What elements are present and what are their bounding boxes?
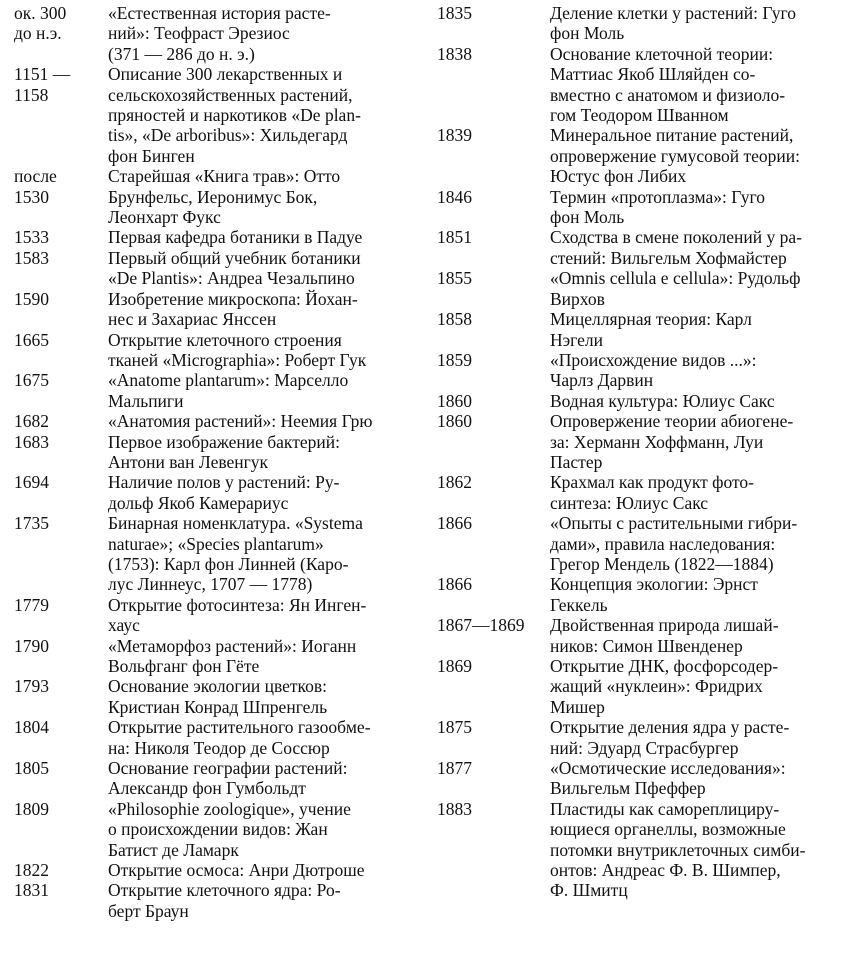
timeline-entry <box>14 513 414 595</box>
timeline-entry <box>437 717 845 758</box>
timeline-entry <box>14 595 414 636</box>
timeline-entry <box>437 656 845 717</box>
entry-description: Бинарная номенклатура. «Systema naturae»; «Species plantarum» (1753): Карл фон Линней (Каро- лус Линнеус, 1707 — 1778) <box>108 513 363 595</box>
timeline-entry <box>14 758 414 799</box>
timeline-entry <box>437 3 845 44</box>
entry-description: Минеральное питание растений, опровержение гумусовой теории: Юстус фон Либих <box>550 125 800 187</box>
entry-description: Опровержение теории абиогене- за: Херманн Хоффманн, Луи Пастер <box>550 411 794 472</box>
entry-date: 1675 <box>14 370 49 391</box>
entry-date: 1735 <box>14 513 49 534</box>
entry-date: 1805 <box>14 758 49 779</box>
timeline-entry <box>14 248 414 289</box>
timeline-entry <box>437 758 845 799</box>
entry-description: Крахмал как продукт фото- синтеза: Юлиус Сакс <box>550 472 754 513</box>
entry-date: 1590 <box>14 288 49 309</box>
entry-date: 1877 <box>437 758 472 779</box>
entry-date: 1694 <box>14 472 49 493</box>
entry-date: 1779 <box>14 594 49 615</box>
timeline-entry <box>14 370 414 411</box>
timeline-entry <box>14 227 414 247</box>
entry-date: 1860 <box>437 411 472 432</box>
timeline-entry <box>14 330 414 371</box>
entry-date: 1866 <box>437 513 472 534</box>
entry-description: «Anatome plantarum»: Марселло Мальпиги <box>108 370 349 411</box>
timeline-entry <box>14 472 414 513</box>
entry-description: Концепция экологии: Эрнст Геккель <box>550 574 758 615</box>
entry-description: Открытие деления ядра у расте- ний: Эдуард Страсбургер <box>550 717 790 758</box>
entry-description: Сходства в смене поколений у ра- стений: Вильгельм Хофмайстер <box>550 227 802 268</box>
entry-description: Деление клетки у растений: Гуго фон Моль <box>550 3 797 44</box>
entry-description: Пластиды как самореплициру- ющиеся органеллы, возможные потомки внутриклеточных симби- онтов: Андреас Ф. В. Шимпер, Ф. Шмитц <box>550 798 806 901</box>
entry-description: Наличие полов у растений: Ру- дольф Якоб Камерариус <box>108 472 340 513</box>
entry-date: после 1530 <box>14 166 57 207</box>
entry-description: Основание географии растений: Александр фон Гумбольдт <box>108 758 348 799</box>
entry-description: Открытие растительного газообме- на: Николя Теодор де Соссюр <box>108 717 371 758</box>
timeline-entry <box>437 472 845 513</box>
entry-description: Основание экологии цветков: Кристиан Конрад Шпренгель <box>108 676 328 717</box>
entry-description: Открытие ДНК, фосфорсодер- жащий «нуклеин»: Фридрих Мишер <box>550 656 779 717</box>
timeline-entry <box>14 289 414 330</box>
entry-date: 1862 <box>437 472 472 493</box>
entry-date: 1851 <box>437 227 472 248</box>
entry-description: Открытие клеточного ядра: Ро- берт Браун <box>108 880 341 921</box>
entry-description: Первое изображение бактерий: Антони ван Левенгук <box>108 431 340 472</box>
entry-date: 1859 <box>437 349 472 370</box>
entry-date: 1869 <box>437 656 472 676</box>
timeline-entry <box>14 880 414 921</box>
entry-date: 1858 <box>437 309 472 330</box>
timeline-entry <box>14 64 414 166</box>
entry-description: Основание клеточной теории: Маттиас Якоб Шляйден со- вместно с анатомом и физиоло- гом Теодором Шванном <box>550 43 786 126</box>
entry-date: 1835 <box>437 3 472 23</box>
entry-date: 1682 <box>14 411 49 432</box>
timeline-right-column <box>437 3 845 901</box>
entry-date: 1583 <box>14 247 49 268</box>
entry-description: Термин «протоплазма»: Гуго фон Моль <box>550 186 765 228</box>
timeline-entry <box>14 411 414 431</box>
entry-date: 1683 <box>14 431 49 452</box>
timeline-entry <box>14 860 414 880</box>
entry-date: 1867—1869 <box>437 615 525 636</box>
entry-description: Старейшая «Книга трав»: Отто Брунфельс, Иеронимус Бок, Леонхарт Фукс <box>108 166 341 228</box>
entry-date: 1822 <box>14 860 49 881</box>
entry-description: «Omnis cellula e cellula»: Рудольф Вирхов <box>550 268 801 309</box>
timeline-entry <box>437 574 845 615</box>
entry-description: Открытие фотосинтеза: Ян Инген- хаус <box>108 594 367 636</box>
entry-description: Двойственная природа лишай- ников: Симон Швенденер <box>550 615 779 656</box>
entry-description: Мицеллярная теория: Карл Нэгели <box>550 309 752 350</box>
entry-description: Открытие клеточного строения тканей «Micrographia»: Роберт Гук <box>108 329 367 370</box>
timeline-entry <box>14 166 414 227</box>
entry-description: Первый общий учебник ботаники «De Plantis»: Андреа Чезальпино <box>108 247 361 289</box>
timeline-entry <box>437 615 845 656</box>
entry-description: Открытие осмоса: Анри Дютроше <box>108 860 365 881</box>
timeline-entry <box>437 513 845 574</box>
entry-description: «Осмотические исследования»: Вильгельм Пфеффер <box>550 758 786 799</box>
timeline-left-column <box>14 3 414 921</box>
entry-date: 1793 <box>14 676 49 697</box>
timeline-entry <box>14 3 414 64</box>
timeline-entry <box>437 227 845 268</box>
entry-description: Описание 300 лекарственных и сельскохозяйственных растений, пряностей и наркотиков «De plan- tis», «De arboribus»: Хильдегард фон Бинген <box>108 64 361 166</box>
entry-date: 1831 <box>14 880 49 901</box>
timeline-entry <box>437 391 845 411</box>
entry-description: Водная культура: Юлиус Сакс <box>550 390 775 411</box>
entry-description: Изобретение микроскопа: Йохан- нес и Захариас Янссен <box>108 288 358 330</box>
entry-date: 1875 <box>437 717 472 738</box>
timeline-entry <box>14 676 414 717</box>
entry-date: 1665 <box>14 329 49 350</box>
timeline-entry <box>437 799 845 901</box>
entry-date: 1846 <box>437 186 472 207</box>
entry-description: «Анатомия растений»: Неемия Грю <box>108 411 373 432</box>
entry-date: ок. 300 до н.э. <box>14 3 67 44</box>
timeline-entry <box>14 799 414 860</box>
entry-date: 1151 — 1158 <box>14 64 71 105</box>
entry-description: «Метаморфоз растений»: Иоганн Вольфганг фон Гёте <box>108 635 357 676</box>
entry-description: «Philosophie zoologique», учение о происхождении видов: Жан Батист де Ламарк <box>108 798 351 860</box>
entry-date: 1790 <box>14 635 49 656</box>
timeline-entry <box>437 44 845 126</box>
timeline-entry <box>437 350 845 391</box>
entry-date: 1804 <box>14 717 49 738</box>
timeline-entry <box>14 636 414 677</box>
timeline-entry <box>14 432 414 473</box>
entry-date: 1838 <box>437 43 472 64</box>
timeline-entry <box>437 411 845 472</box>
entry-date: 1860 <box>437 390 472 411</box>
timeline-entry <box>437 187 845 228</box>
timeline-entry <box>437 125 845 186</box>
entry-description: «Естественная история расте- ний»: Теофраст Эрезиос (371 — 286 до н. э.) <box>108 3 331 64</box>
timeline-entry <box>437 268 845 309</box>
timeline-entry <box>437 309 845 350</box>
entry-date: 1533 <box>14 227 49 248</box>
entry-description: Первая кафедра ботаники в Падуе <box>108 227 363 248</box>
entry-date: 1839 <box>437 125 472 146</box>
entry-date: 1866 <box>437 574 472 595</box>
timeline-entry <box>14 717 414 758</box>
entry-date: 1855 <box>437 268 472 289</box>
entry-description: «Происхождение видов ...»: Чарлз Дарвин <box>550 349 757 391</box>
entry-date: 1809 <box>14 798 49 819</box>
entry-date: 1883 <box>437 798 472 819</box>
entry-description: «Опыты с растительными гибри- дами», правила наследования: Грегор Мендель (1822—1884) <box>550 513 798 574</box>
